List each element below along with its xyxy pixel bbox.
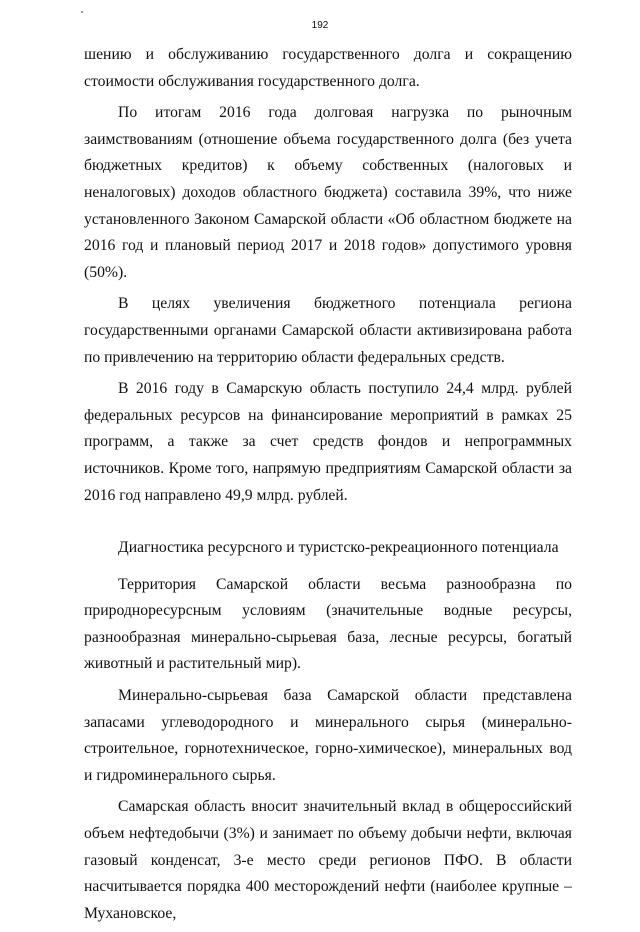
paragraph-mineral-base: Минерально-сырьевая база Самарской области представлена запасами углеводородного и минерального сырья (минерально-строительное, горнотехническое, горно-химическое), минеральных вод и гидроминерального сырья.: [84, 687, 572, 784]
paragraph-budget-potential: В целях увеличения бюджетного потенциала региона государственными органами Самарской области активизирована работа по привлечению на территорию области федеральных средств.: [84, 295, 572, 366]
paragraph-continuation: шению и обслуживанию государственного долга и сокращению стоимости обслуживания государственного долга.: [84, 46, 572, 90]
paragraph-federal-funds: В 2016 году в Самарскую область поступило 24,4 млрд. рублей федеральных ресурсов на финансирование мероприятий в рамках 25 программ, а также за счет средств фондов и непрограммных источников. Кроме того, напрямую предприятиям Самарской области за 2016 год направлено 49,9 млрд. рублей.: [84, 380, 572, 504]
paragraph-territory: Территория Самарской области весьма разнообразна по природноресурсным условиям (значительные водные ресурсы, разнообразная минерально-сырьевая база, лесные ресурсы, богатый животный и растительный мир).: [84, 575, 572, 673]
paragraph-debt-load: По итогам 2016 года долговая нагрузка по рыночным заимствованиям (отношение объема государственного долга (без учета бюджетных кредитов) к объему собственных (налоговых и неналоговых) доходов областного бюджета) составила 39%, что ниже установленного Законом Самарской области «Об областном бюджете на 2016 год и плановый период 2017 и 2018 годов» допустимого уровня (50%).: [84, 104, 572, 281]
scan-speck: [81, 11, 83, 13]
paragraph-oil-production: Самарская область вносит значительный вклад в общероссийский объем нефтедобычи (3%) и занимает по объему добычи нефти, включая газовый конденсат, 3-е место среди регионов ПФО. В области насчитывается порядка 400 месторождений нефти (наиболее крупные – Мухановское,: [84, 798, 572, 922]
page-number: 192: [311, 20, 329, 31]
document-body: [84, 42, 572, 932]
section-heading: Диагностика ресурсного и туристско-рекреационного потенциала: [118, 539, 559, 557]
